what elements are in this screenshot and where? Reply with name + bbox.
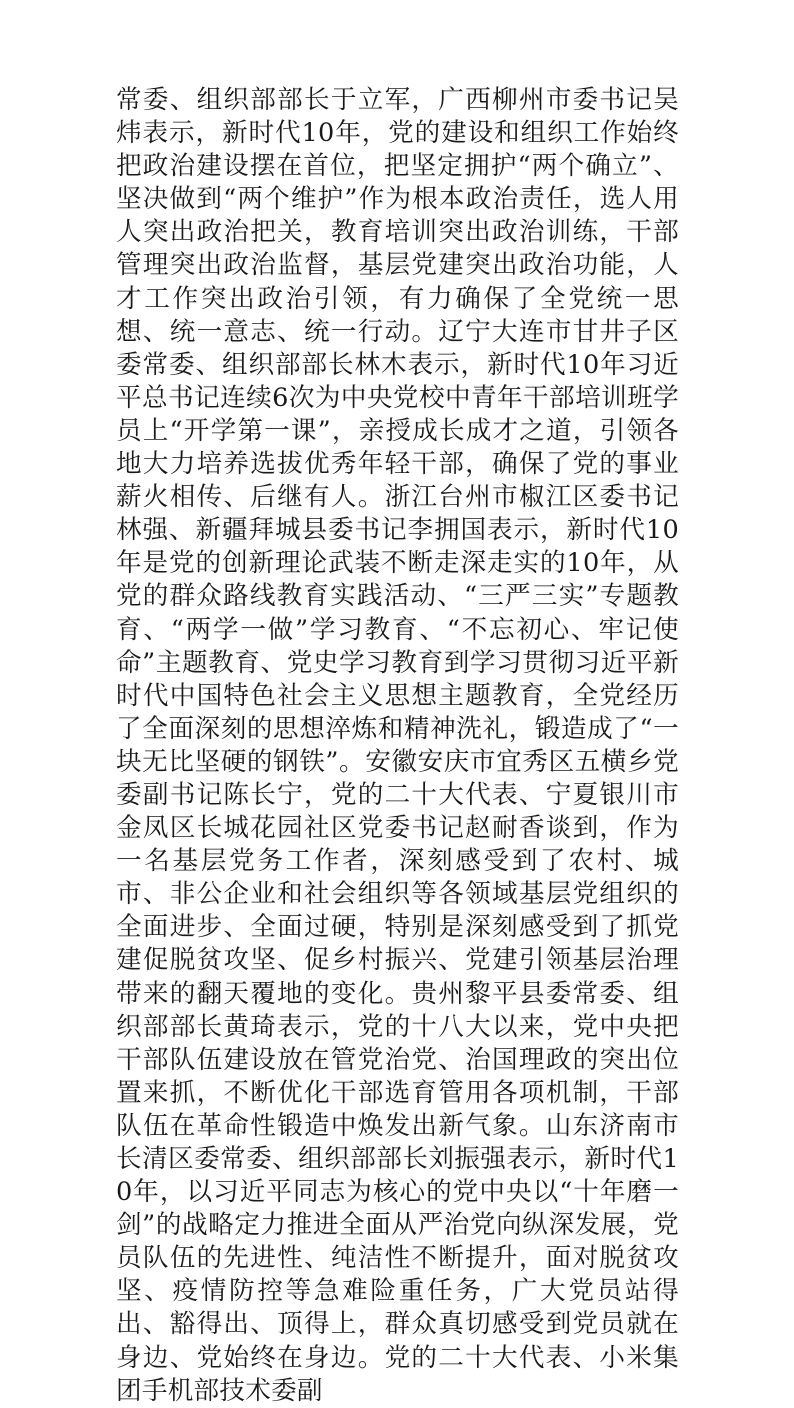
body-paragraph: 常委、组织部部长于立军，广西柳州市委书记吴炜表示，新时代10年，党的建设和组织工作始终把政治建设摆在首位，把坚定拥护“两个确立”、坚决做到“两个维护”作为根本政治责任，选人用人突出政治把关，教育培训突出政治训练，干部管理突出政治监督，基层党建突出政治功能，人才工作突出政治引领，有力确保了全党统一思想、统一意志、统一行动。辽宁大连市甘井子区委常委、组织部部长林木表示，新时代10年习近平总书记连续6次为中央党校中青年干部培训班学员上“开学第一课”，亲授成长成才之道，引领各地大力培养选拔优秀年轻干部，确保了党的事业薪火相传、后继有人。浙江台州市椒江区委书记林强、新疆拜城县委书记李拥国表示，新时代10年是党的创新理论武装不断走深走实的10年，从党的群众路线教育实践活动、“三严三实”专题教育、“两学一做”学习教育、“不忘初心、牢记使命”主题教育、党史学习教育到学习贯彻习近平新时代中国特色社会主义思想主题教育，全党经历了全面深刻的思想淬炼和精神洗礼，锻造成了“一块无比坚硬的钢铁”。安徽安庆市宜秀区五横乡党委副书记陈长宁，党的二十大代表、宁夏银川市金凤区长城花园社区党委书记赵耐香谈到，作为一名基层党务工作者，深刻感受到了农村、城市、非公企业和社会组织等各领域基层党组织的全面进步、全面过硬，特别是深刻感受到了抓党建促脱贫攻坚、促乡村振兴、党建引领基层治理带来的翻天覆地的变化。贵州黎平县委常委、组织部部长黄琦表示，党的十八大以来，党中央把干部队伍建设放在管党治党、治国理政的突出位置来抓，不断优化干部选育管用各项机制，干部队伍在革命性锻造中焕发出新气象。山东济南市长清区委常委、组织部部长刘振强表示，新时代10年，以习近平同志为核心的党中央以“十年磨一剑”的战略定力推进全面从严治党向纵深发展，党员队伍的先进性、纯洁性不断提升，面对脱贫攻坚、疫情防控等急难险重任务，广大党员站得出、豁得出、顶得上，群众真切感受到党员就在身边、党始终在身边。党的二十大代表、小米集团手机部技术委副 <box>116 85 679 1406</box>
document-body <box>116 84 679 1408</box>
